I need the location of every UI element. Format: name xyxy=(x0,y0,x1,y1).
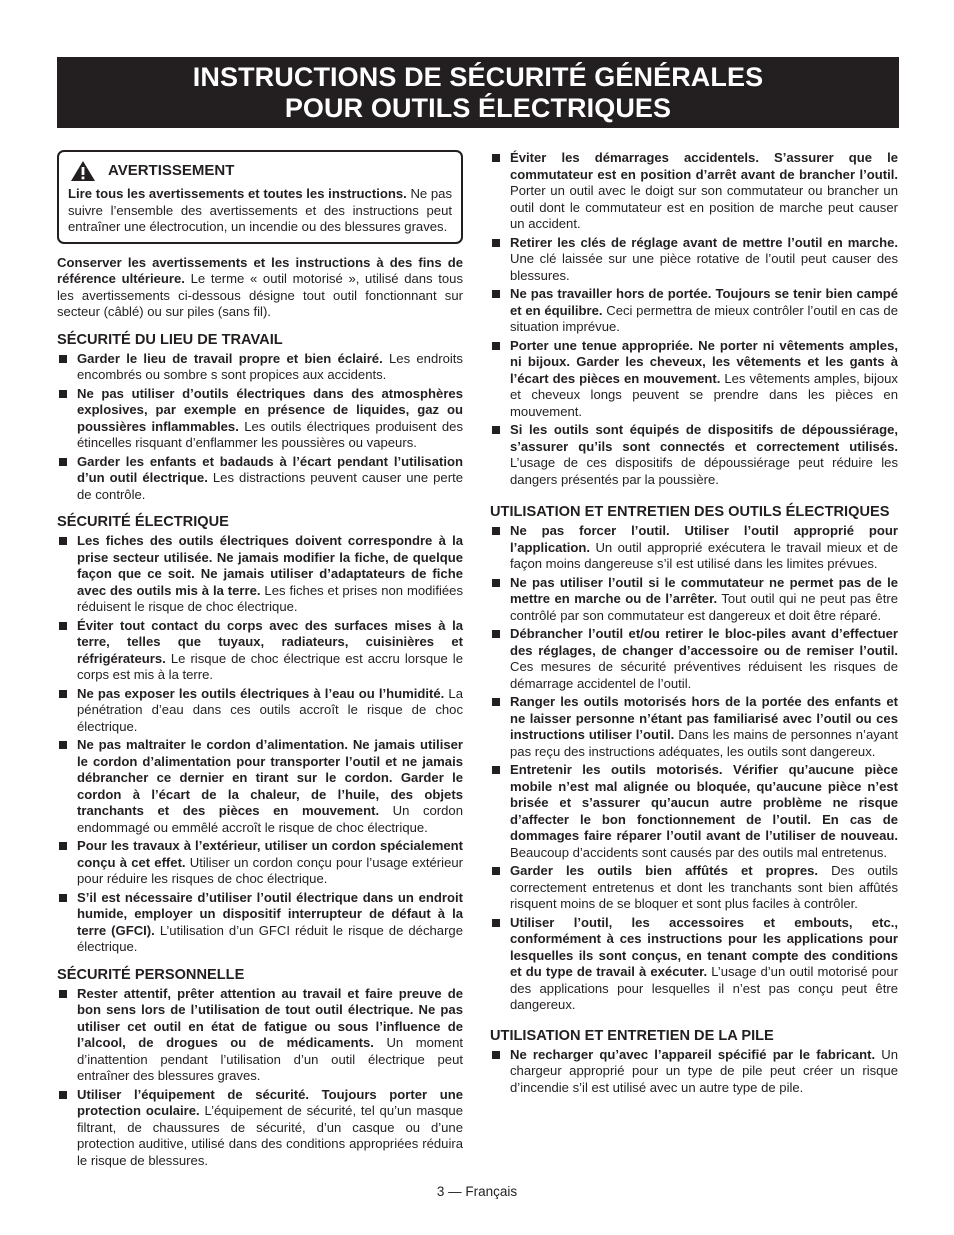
list-item-text: Les distractions peuvent causer une perte de contrôle. xyxy=(77,470,463,502)
list-item-text: Les endroits encombrés ou sombre s sont propices aux accidents. xyxy=(77,350,463,382)
list-item-text: L’usage de ces dispositifs de dépoussiérage peut réduire les dangers présentés par la poussière. xyxy=(510,455,898,487)
square-bullet-icon xyxy=(59,894,67,902)
warning-text: Ne pas suivre l’ensemble des avertissements et des instructions peut entraîner une électrocution, un incendie ou des blessures graves. xyxy=(68,186,453,234)
square-bullet-icon xyxy=(59,842,67,850)
list-item-text: Le risque de choc électrique est accru lorsque le corps est mis à la terre. xyxy=(77,650,463,682)
list-tool-use xyxy=(490,523,898,1014)
list-battery xyxy=(490,1047,898,1097)
list-item-bold: Porter une tenue appropriée. Ne porter ni vêtements amples, ni bijoux. Garder les cheveux, les vêtements et les gants à l’écart des pièces en mouvement. xyxy=(510,337,898,386)
section-title-work-area: SÉCURITÉ DU LIEU DE TRAVAIL xyxy=(57,331,283,348)
list-item xyxy=(490,915,898,1014)
list-item-text: Les vêtements amples, bijoux et cheveux longs peuvent se prendre dans les pièces en mouvement. xyxy=(510,370,898,419)
list-item-text: Dans les mains de personnes n’ayant pas reçu des instructions adéquates, les outils sont dangereux. xyxy=(510,727,898,759)
square-bullet-icon xyxy=(59,458,67,466)
list-personal-left xyxy=(57,986,463,1170)
list-item-text: La pénétration d’eau dans ces outils accroît le risque de choc électrique. xyxy=(77,685,463,734)
list-item-bold: Ne pas travailler hors de portée. Toujours se tenir bien campé et en équilibre. xyxy=(510,286,898,318)
square-bullet-icon xyxy=(492,698,500,706)
square-bullet-icon xyxy=(492,766,500,774)
section-title-electrical: SÉCURITÉ ÉLECTRIQUE xyxy=(57,514,229,530)
list-item-bold: Ne pas exposer les outils électriques à l’eau ou l’humidité. xyxy=(77,685,445,701)
list-item xyxy=(57,890,463,956)
square-bullet-icon xyxy=(492,867,500,875)
list-item-text: Utiliser un cordon conçu pour l’usage extérieur pour réduire les risques de choc électrique. xyxy=(77,854,463,886)
list-item-bold: Ne pas forcer l’outil. Utiliser l’outil approprié pour l’application. xyxy=(510,523,898,555)
intro-text: Le terme « outil motorisé », utilisé dans tous les avertissements ci-dessous désigne tout outil fonctionnant sur secteur (câblé) ou sur piles (sans fil). xyxy=(57,271,463,319)
list-item-bold: Garder les outils bien affûtés et propres. xyxy=(510,863,819,878)
list-item xyxy=(490,863,898,913)
intro-bold: Conserver les avertissements et les instructions à des fins de référence ultérieure. xyxy=(57,254,463,286)
list-item xyxy=(57,533,463,616)
list-item-bold: Ne pas utiliser l’outil si le commutateur ne permet pas de le mettre en marche ou de l’arrêter. xyxy=(510,574,898,606)
list-item-text: Une clé laissée sur une pièce rotative de l’outil peut causer des blessures. xyxy=(510,251,898,283)
list-item xyxy=(490,694,898,760)
list-electrical xyxy=(57,533,463,956)
list-item xyxy=(57,838,463,888)
list-item xyxy=(57,986,463,1085)
list-item xyxy=(57,618,463,684)
list-item xyxy=(490,286,898,336)
list-item-bold: Utiliser l’équipement de sécurité. Toujours porter une protection oculaire. xyxy=(77,1086,463,1118)
list-item-bold: Rester attentif, prêter attention au travail et faire preuve de bon sens lors de l’utilisation de tout outil électrique. Ne pas utiliser cet outil en état de fatigue ou sous l’influence de l’alcool, de drogues ou de médicaments. xyxy=(77,985,463,1050)
list-item xyxy=(490,422,898,488)
list-item-bold: Ranger les outils motorisés hors de la portée des enfants et ne laisser personne n’étant pas familiarisé avec l’outil ou ces instructions utiliser l’outil. xyxy=(510,694,898,742)
square-bullet-icon xyxy=(59,990,67,998)
list-item xyxy=(490,762,898,861)
list-item xyxy=(490,523,898,573)
list-item-bold: Ne pas utiliser d’outils électriques dans des atmosphères explosives, par exemple en présence de liquides, gaz ou poussières inflammables. xyxy=(77,385,463,434)
square-bullet-icon xyxy=(492,239,500,247)
square-bullet-icon xyxy=(59,1091,67,1099)
list-work-area xyxy=(57,351,463,504)
square-bullet-icon xyxy=(492,290,500,298)
square-bullet-icon xyxy=(492,919,500,927)
square-bullet-icon xyxy=(59,537,67,545)
square-bullet-icon xyxy=(492,630,500,638)
list-item xyxy=(490,1047,898,1097)
square-bullet-icon xyxy=(59,390,67,398)
square-bullet-icon xyxy=(492,527,500,535)
list-item-text: Un cordon endommagé ou emmêlé accroît le risque de choc électrique. xyxy=(77,803,463,835)
list-item-text: Un outil approprié exécutera le travail mieux et de façon moins dangereuse s’il est utilisé dans les limites prévues. xyxy=(510,539,898,571)
section-title-personal: SÉCURITÉ PERSONNELLE xyxy=(57,966,245,983)
warning-heading: AVERTISSEMENT xyxy=(108,161,235,179)
list-item-text: Porter un outil avec le doigt sur son commutateur ou brancher un outil dont le commutateur est en position de marche peut causer un accident. xyxy=(510,183,898,231)
warning-header xyxy=(70,160,452,182)
page-title-banner xyxy=(57,57,899,128)
list-item-text: Les outils électriques produisent des étincelles risquant d’enflammer les poussières ou vapeurs. xyxy=(77,418,463,450)
list-item-bold: Les fiches des outils électriques doivent correspondre à la prise secteur utilisée. Ne jamais modifier la fiche, de quelque façon que ce soit. Ne jamais utiliser d’adaptateurs de fiche avec des outils mis à la terre. xyxy=(77,533,463,598)
list-item-text: L’équipement de sécurité, tel qu’un masque filtrant, de chaussures de sécurité, d’un casque ou d’une protection auditive, utilisé dans des conditions appropriées réduira le risque de blessures. xyxy=(77,1103,463,1168)
list-item-bold: Débrancher l’outil et/ou retirer le bloc-piles avant d’effectuer des réglages, de changer d’accessoire ou de remiser l’outil. xyxy=(510,626,898,658)
list-item xyxy=(57,386,463,452)
list-item-text: Des outils correctement entretenus et dont les tranchants sont bien affûtés risquent moins de se bloquer et sont plus faciles à contrôler. xyxy=(510,863,898,911)
list-item-text: Un chargeur approprié pour un type de pile peut créer un risque d’incendie s’il est utilisé avec un autre type de pile. xyxy=(510,1046,898,1095)
warning-triangle-icon xyxy=(70,160,96,182)
page-title-line-2: POUR OUTILS ÉLECTRIQUES xyxy=(284,92,672,123)
square-bullet-icon xyxy=(492,342,500,350)
list-item-bold: Entretenir les outils motorisés. Vérifier qu’aucune pièce mobile n’est mal alignée ou bloquée, qu’aucune pièce n’est brisée et s’assurer qu’aucun autre problème ne risque d’affecter le bon fonctionnement de l’outil. En cas de dommages faire réparer l’outil avant de l’utiliser de nouveau. xyxy=(510,762,898,843)
list-item-bold: S’il est nécessaire d’utiliser l’outil électrique dans un endroit humide, employer un dispositif interrupteur de défaut à la terre (GFCI). xyxy=(77,889,463,938)
list-item-text: Ces mesures de sécurité préventives réduisent les risques de démarrage accidentel de l’outil. xyxy=(510,659,898,691)
list-personal-right xyxy=(490,150,898,488)
list-item xyxy=(57,351,463,384)
list-item-bold: Pour les travaux à l’extérieur, utiliser un cordon spécialement conçu à cet effet. xyxy=(77,838,463,870)
square-bullet-icon xyxy=(59,622,67,630)
square-bullet-icon xyxy=(59,355,67,363)
list-item-bold: Garder le lieu de travail propre et bien éclairé. xyxy=(77,350,383,366)
list-item xyxy=(490,150,898,233)
list-item xyxy=(490,575,898,625)
warning-body xyxy=(68,186,452,236)
list-item-text: Les fiches et prises non modifiées réduisent le risque de choc électrique. xyxy=(77,582,463,614)
list-item-text: Beaucoup d’accidents sont causés par des outils mal entretenus. xyxy=(510,844,888,860)
square-bullet-icon xyxy=(492,154,500,162)
section-title-battery: UTILISATION ET ENTRETIEN DE LA PILE xyxy=(490,1027,774,1044)
list-item-bold: Ne pas maltraiter le cordon d’alimentation. Ne jamais utiliser le cordon d’alimentation pour transporter l’outil et ne jamais débrancher ce dernier en tirant sur le cordon. Garder le cordon à l’écart de la chaleur, de l’huile, des objets tranchants et des pièces en mouvement. xyxy=(77,737,463,818)
list-item-bold: Éviter les démarrages accidentels. S’assurer que le commutateur est en position d’arrêt avant de brancher l’outil. xyxy=(510,150,898,182)
list-item xyxy=(490,235,898,285)
list-item xyxy=(490,626,898,692)
list-item-text: Tout outil qui ne peut pas être contrôlé par son commutateur est dangereux et doit être réparé. xyxy=(510,591,898,623)
list-item-bold: Garder les enfants et badauds à l’écart pendant l’utilisation d’un outil électrique. xyxy=(77,453,463,485)
square-bullet-icon xyxy=(492,426,500,434)
square-bullet-icon xyxy=(59,690,67,698)
list-item-text: L’usage d’un outil motorisé pour des applications pour lesquelles il n’est pas conçu peut être dangereux. xyxy=(510,964,898,1012)
list-item xyxy=(57,737,463,836)
warning-box xyxy=(57,150,463,244)
list-item xyxy=(57,686,463,736)
right-column xyxy=(490,150,898,1098)
page-title-line-1: INSTRUCTIONS DE SÉCURITÉ GÉNÉRALES xyxy=(192,61,764,92)
list-item-bold: Ne recharger qu’avec l’appareil spécifié par le fabricant. xyxy=(510,1046,876,1062)
section-title-tool-use: UTILISATION ET ENTRETIEN DES OUTILS ÉLECTRIQUES xyxy=(490,504,890,520)
list-item-bold: Si les outils sont équipés de dispositifs de dépoussiérage, s’assurer qu’ils sont connectés et correctement utilisés. xyxy=(510,422,898,454)
page-footer: 3 — Français xyxy=(436,1184,518,1199)
square-bullet-icon xyxy=(59,741,67,749)
left-column xyxy=(57,150,463,1171)
list-item xyxy=(490,338,898,421)
list-item xyxy=(57,454,463,504)
intro-paragraph xyxy=(57,255,463,321)
square-bullet-icon xyxy=(492,1051,500,1059)
square-bullet-icon xyxy=(492,579,500,587)
list-item-text: Ceci permettra de mieux contrôler l’outil en cas de situation imprévue. xyxy=(510,302,898,334)
list-item-bold: Utiliser l’outil, les accessoires et embouts, etc., conformément à ces instructions pour les applications pour lesquelles ils sont conçus, en tenant compte des conditions et du type de travail à exécuter. xyxy=(510,914,898,979)
list-item-bold: Éviter tout contact du corps avec des surfaces mises à la terre, telles que tuyaux, radiateurs, cuisinières et réfrigérateurs. xyxy=(77,617,463,666)
list-item-text: Un moment d’inattention pendant l’utilisation d’un outil électrique peut entraîner des blessures graves. xyxy=(77,1035,464,1083)
list-item-text: L’utilisation d’un GFCI réduit le risque de décharge électrique. xyxy=(77,922,463,954)
warning-bold-text: Lire tous les avertissements et toutes les instructions. xyxy=(68,186,407,201)
list-item-bold: Retirer les clés de réglage avant de mettre l’outil en marche. xyxy=(510,234,898,250)
list-item xyxy=(57,1087,463,1170)
